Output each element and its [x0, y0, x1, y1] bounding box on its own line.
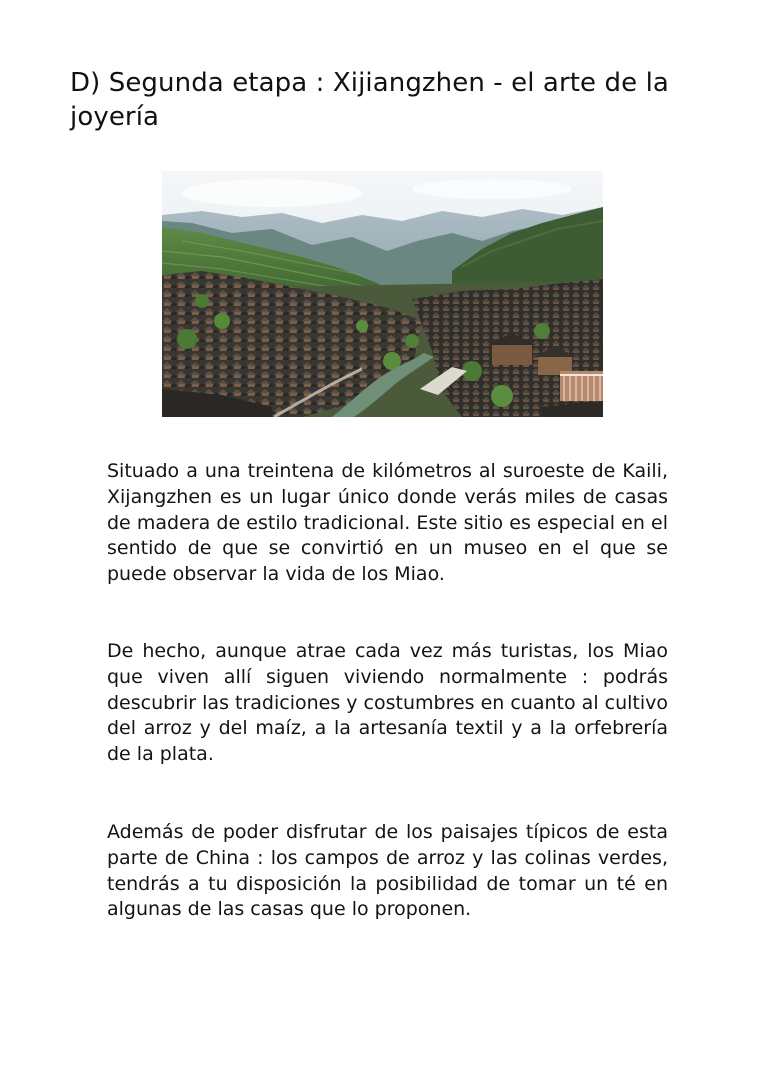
paragraph-3: Además de poder disfrutar de los paisajes típicos de esta parte de China : los campos de arroz y las colinas verdes, tendrás a tu disposición la posibilidad de tomar un té en algunas de las casas que lo proponen. [107, 821, 668, 921]
section-heading: D) Segunda etapa : Xijiangzhen - el arte de la joyería [70, 68, 669, 132]
village-landscape-photo [162, 171, 603, 417]
paragraph-1: Situado a una treintena de kilómetros al suroeste de Kaili, Xijangzhen es un lugar único donde verás miles de casas de madera de estilo tradicional. Este sitio es especial en el sentido de que se convirtió en un museo en el que se puede observar la vida de los Miao. [107, 460, 668, 586]
paragraph-2: De hecho, aunque atrae cada vez más turistas, los Miao que viven allí siguen viviendo normalmente : podrás descubrir las tradiciones y costumbres en cuanto al cultivo del arroz y del maíz, a la artesanía textil y a la orfebrería de la plata. [107, 640, 668, 766]
